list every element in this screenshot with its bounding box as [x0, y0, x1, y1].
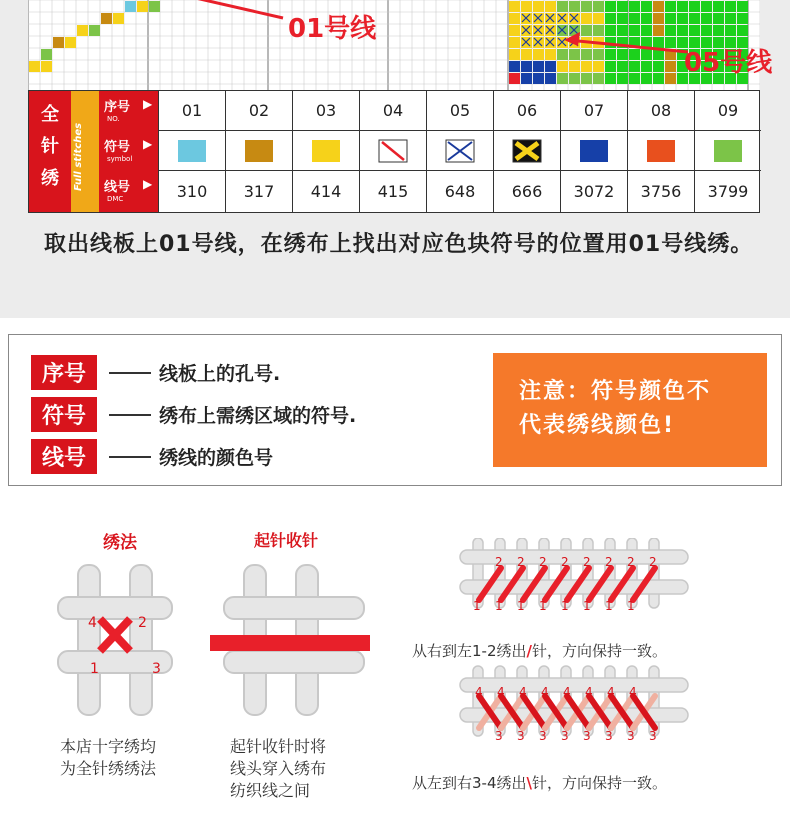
- pattern-cell: [665, 13, 676, 24]
- svg-text:4: 4: [629, 685, 637, 699]
- pattern-cell: [713, 25, 724, 36]
- pattern-cell: [677, 25, 688, 36]
- slash-swatch-icon: [378, 139, 408, 163]
- pattern-cell: [689, 13, 700, 24]
- slash-stitch-icon: /: [526, 642, 532, 660]
- svg-text:1: 1: [583, 599, 591, 613]
- pattern-cell: [101, 13, 112, 24]
- pattern-cell: [557, 49, 568, 60]
- legend-symbol-cell: [292, 131, 359, 171]
- svg-text:1: 1: [561, 599, 569, 613]
- note-tag: 符号: [31, 397, 97, 432]
- solid-swatch-icon: [646, 139, 676, 163]
- pattern-cell: [665, 1, 676, 12]
- pattern-cell: [629, 73, 640, 84]
- legend-dmc-cell: 666: [493, 171, 560, 212]
- pattern-cell: [509, 25, 520, 36]
- pattern-cell: [701, 1, 712, 12]
- row-label-symbol-zh: 符号: [104, 140, 131, 155]
- note-tag: 线号: [31, 439, 97, 474]
- cross-stitch-icon: [100, 619, 130, 651]
- pattern-cell: [581, 73, 592, 84]
- pattern-cell: [89, 25, 100, 36]
- solid-swatch-icon: [713, 139, 743, 163]
- x-swatch-icon: [445, 139, 475, 163]
- row-label-symbol: [99, 131, 158, 171]
- dash-divider: [109, 372, 151, 374]
- digit-1-label: 1: [90, 661, 99, 677]
- svg-text:3: 3: [583, 729, 591, 743]
- side-label-char: 全: [41, 104, 59, 125]
- pattern-cell: [581, 25, 592, 36]
- note-text: 绣线的颜色号: [159, 447, 274, 469]
- pattern-cell: [629, 25, 640, 36]
- legend-number-cell: 09: [694, 91, 761, 131]
- legend-dmc-cell: 317: [225, 171, 292, 212]
- pattern-cell: [665, 25, 676, 36]
- svg-text:2: 2: [605, 555, 613, 569]
- pattern-cell: [617, 25, 628, 36]
- pattern-cell: [521, 49, 532, 60]
- svg-text:3: 3: [627, 729, 635, 743]
- pattern-cell: [509, 61, 520, 72]
- pattern-cell: [533, 1, 544, 12]
- pattern-cell: [509, 1, 520, 12]
- pattern-cell: [701, 13, 712, 24]
- pattern-cell: [545, 1, 556, 12]
- pattern-cell: [581, 1, 592, 12]
- caption-text: 从左到右3-4绣出: [412, 774, 527, 792]
- pattern-cell: [521, 1, 532, 12]
- pattern-cell: [149, 1, 160, 12]
- row-label-symbol-en: symbol: [107, 155, 133, 163]
- pattern-cell: [665, 73, 676, 84]
- pattern-grid-svg: [28, 0, 760, 90]
- svg-text:3: 3: [649, 729, 657, 743]
- pattern-cell: [641, 13, 652, 24]
- note-text: 绣布上需绣区域的符号.: [159, 405, 357, 427]
- svg-text:3: 3: [605, 729, 613, 743]
- svg-text:1: 1: [473, 599, 481, 613]
- pattern-cell: [569, 1, 580, 12]
- pattern-cell: [533, 49, 544, 60]
- note-tag: 序号: [31, 355, 97, 390]
- legend-number-cell: 02: [225, 91, 292, 131]
- pattern-cell: [593, 25, 604, 36]
- caption-text: 针，方向保持一致。: [532, 774, 668, 792]
- pattern-cell: [665, 61, 676, 72]
- pattern-cell: [593, 1, 604, 12]
- callout-thread-05: 05号线: [684, 48, 773, 78]
- callout-arrow-01: [178, 0, 283, 18]
- svg-text:2: 2: [649, 555, 657, 569]
- backslash-stitch-icon: \: [526, 774, 532, 792]
- svg-text:3: 3: [561, 729, 569, 743]
- svg-text:4: 4: [607, 685, 615, 699]
- svg-text:4: 4: [541, 685, 549, 699]
- pattern-cell: [77, 25, 88, 36]
- warning-line-2: 代表绣线颜色!: [519, 413, 676, 438]
- pattern-cell: [653, 25, 664, 36]
- pattern-cell: [29, 61, 40, 72]
- pattern-cell: [545, 61, 556, 72]
- pattern-cell: [629, 49, 640, 60]
- dash-divider: [109, 456, 151, 458]
- svg-text:1: 1: [495, 599, 503, 613]
- pattern-cell: [665, 37, 676, 48]
- pattern-cell: [521, 61, 532, 72]
- legend-symbol-cell: [359, 131, 426, 171]
- pattern-section: [0, 0, 790, 318]
- pattern-cell: [593, 49, 604, 60]
- pattern-cell: [617, 1, 628, 12]
- triangle-right-icon: ▶: [143, 137, 153, 151]
- pattern-cell: [509, 13, 520, 24]
- pattern-cell: [653, 13, 664, 24]
- digit-4-label: 4: [88, 615, 97, 631]
- side-label-char: 绣: [41, 168, 59, 189]
- triangle-right-icon: ▶: [143, 177, 153, 191]
- legend-symbol-cell: [493, 131, 560, 171]
- pattern-cell: [629, 61, 640, 72]
- pattern-cell: [569, 49, 580, 60]
- note-row-number: [31, 355, 280, 390]
- method-title: 绣法: [103, 533, 137, 553]
- notes-panel: [8, 334, 782, 486]
- svg-text:2: 2: [517, 555, 525, 569]
- pattern-cell: [641, 25, 652, 36]
- side-label-char: 针: [41, 136, 59, 157]
- pattern-cell: [557, 73, 568, 84]
- pattern-cell: [509, 37, 520, 48]
- thread-legend-table: [28, 90, 760, 213]
- solid-swatch-icon: [177, 139, 207, 163]
- pattern-cell: [509, 49, 520, 60]
- legend-number-cell: 06: [493, 91, 560, 131]
- caption-line: 为全针绣绣法: [60, 759, 157, 778]
- pattern-cell: [737, 13, 748, 24]
- dash-divider: [109, 414, 151, 416]
- pattern-cell: [125, 1, 136, 12]
- legend-symbol-cell: [158, 131, 225, 171]
- pattern-cell: [53, 37, 64, 48]
- legend-dmc-cell: 415: [359, 171, 426, 212]
- pattern-cell: [593, 13, 604, 24]
- legend-dmc-cell: 310: [158, 171, 225, 212]
- thread-start-end-icon: [210, 635, 370, 651]
- pattern-cell: [653, 61, 664, 72]
- caption-left-to-right: [412, 772, 667, 793]
- legend-number-cell: 08: [627, 91, 694, 131]
- legend-dmc-cell: 3756: [627, 171, 694, 212]
- caption-full-stitch: [60, 736, 156, 780]
- note-row-symbol: [31, 397, 356, 432]
- pattern-cell: [533, 61, 544, 72]
- solid-swatch-icon: [311, 139, 341, 163]
- svg-text:4: 4: [585, 685, 593, 699]
- svg-text:3: 3: [517, 729, 525, 743]
- pattern-cell: [581, 49, 592, 60]
- pattern-cell: [137, 1, 148, 12]
- pattern-cell: [41, 49, 52, 60]
- pattern-cell: [689, 25, 700, 36]
- pattern-cell: [593, 73, 604, 84]
- pattern-cell: [713, 1, 724, 12]
- legend-side-label: [29, 91, 71, 212]
- svg-text:3: 3: [539, 729, 547, 743]
- legend-side-text: [29, 103, 71, 191]
- caption-line: 线头穿入绣布: [230, 759, 327, 778]
- svg-text:1: 1: [627, 599, 635, 613]
- legend-number-cell: 05: [426, 91, 493, 131]
- pattern-cell: [605, 13, 616, 24]
- svg-text:1: 1: [517, 599, 525, 613]
- svg-text:2: 2: [583, 555, 591, 569]
- pattern-cell: [725, 1, 736, 12]
- caption-text: 针，方向保持一致。: [532, 642, 668, 660]
- row-label-dmc-en: DMC: [107, 195, 124, 203]
- pattern-cell: [605, 49, 616, 60]
- legend-dmc-cell: 3799: [694, 171, 761, 212]
- pattern-cell: [725, 13, 736, 24]
- pattern-cell: [641, 1, 652, 12]
- svg-text:1: 1: [605, 599, 613, 613]
- pattern-grid: [28, 0, 760, 90]
- svg-text:3: 3: [495, 729, 503, 743]
- pattern-cell: [689, 1, 700, 12]
- warning-line-1: 注意：符号颜色不: [519, 379, 712, 404]
- legend-number-cell: 04: [359, 91, 426, 131]
- instruction-text: 取出线板上01号线，在绣布上找出对应色块符号的位置用01号线绣。: [44, 232, 754, 257]
- legend-side-label-en: Full stitches: [73, 122, 84, 191]
- pattern-cell: [521, 73, 532, 84]
- pattern-cell: [701, 25, 712, 36]
- pattern-cell: [581, 13, 592, 24]
- pattern-cell: [641, 49, 652, 60]
- caption-line: 起针收针时将: [230, 737, 327, 756]
- pattern-cell: [653, 37, 664, 48]
- callout-thread-01: 01号线: [288, 14, 377, 44]
- legend-symbol-cell: [560, 131, 627, 171]
- pattern-cell: [677, 1, 688, 12]
- yellow-x-swatch-icon: [512, 139, 542, 163]
- solid-swatch-icon: [244, 139, 274, 163]
- svg-text:2: 2: [627, 555, 635, 569]
- pattern-cell: [605, 1, 616, 12]
- warning-box: [493, 353, 767, 467]
- pattern-cell: [65, 37, 76, 48]
- legend-dmc-cell: 3072: [560, 171, 627, 212]
- pattern-cell: [641, 61, 652, 72]
- pattern-cell: [617, 73, 628, 84]
- row-label-number-en: NO.: [107, 115, 120, 123]
- pattern-cell: [653, 1, 664, 12]
- legend-number-cell: 01: [158, 91, 225, 131]
- pattern-cell: [545, 49, 556, 60]
- row-label-number: [99, 91, 158, 131]
- svg-text:1: 1: [539, 599, 547, 613]
- pattern-cell: [113, 13, 124, 24]
- svg-text:2: 2: [539, 555, 547, 569]
- pattern-cell: [593, 61, 604, 72]
- caption-text: 从右到左1-2绣出: [412, 642, 527, 660]
- legend-dmc-cell: 648: [426, 171, 493, 212]
- caption-start-end: [230, 736, 326, 802]
- pattern-cell: [569, 61, 580, 72]
- pattern-cell: [569, 73, 580, 84]
- pattern-cell: [533, 73, 544, 84]
- caption-right-to-left: [412, 640, 667, 661]
- row-label-number-zh: 序号: [104, 100, 131, 115]
- triangle-right-icon: ▶: [143, 97, 153, 111]
- pattern-cell: [617, 13, 628, 24]
- caption-line: 本店十字绣均: [60, 737, 157, 756]
- pattern-cell: [557, 1, 568, 12]
- row-label-dmc: [99, 171, 158, 212]
- pattern-cell: [605, 73, 616, 84]
- svg-text:2: 2: [495, 555, 503, 569]
- pattern-cell: [557, 61, 568, 72]
- svg-text:2: 2: [561, 555, 569, 569]
- legend-number-cell: 03: [292, 91, 359, 131]
- pattern-cell: [605, 61, 616, 72]
- legend-symbol-cell: [627, 131, 694, 171]
- note-row-dmc: [31, 439, 273, 474]
- row-label-dmc-zh: 线号: [104, 180, 131, 195]
- legend-number-cell: 07: [560, 91, 627, 131]
- pattern-cell: [737, 1, 748, 12]
- pattern-cell: [617, 61, 628, 72]
- stitch-diagrams-left: [40, 555, 370, 725]
- legend-symbol-cell: [225, 131, 292, 171]
- digit-2-label: 2: [138, 615, 147, 631]
- pattern-cell: [581, 61, 592, 72]
- pattern-cell: [641, 73, 652, 84]
- legend-symbol-cell: [694, 131, 761, 171]
- legend-symbol-cell: [426, 131, 493, 171]
- pattern-cell: [713, 13, 724, 24]
- pattern-cell: [629, 1, 640, 12]
- pattern-cell: [545, 73, 556, 84]
- digit-3-label: 3: [152, 661, 161, 677]
- pattern-cell: [677, 13, 688, 24]
- legend-dmc-cell: 414: [292, 171, 359, 212]
- pattern-cell: [41, 61, 52, 72]
- pattern-cell: [653, 73, 664, 84]
- note-text: 线板上的孔号.: [159, 363, 281, 385]
- pattern-cell: [629, 13, 640, 24]
- caption-line: 纺织线之间: [230, 781, 311, 800]
- start-end-title: 起针收针: [254, 531, 319, 550]
- pattern-cell: [725, 25, 736, 36]
- svg-text:4: 4: [475, 685, 483, 699]
- legend-side-label-en-bar: [71, 91, 99, 212]
- pattern-cell: [737, 25, 748, 36]
- pattern-cell: [509, 73, 520, 84]
- pattern-cell: [617, 49, 628, 60]
- pattern-cell: [605, 25, 616, 36]
- solid-swatch-icon: [579, 139, 609, 163]
- svg-text:4: 4: [563, 685, 571, 699]
- svg-text:4: 4: [497, 685, 505, 699]
- svg-text:4: 4: [519, 685, 527, 699]
